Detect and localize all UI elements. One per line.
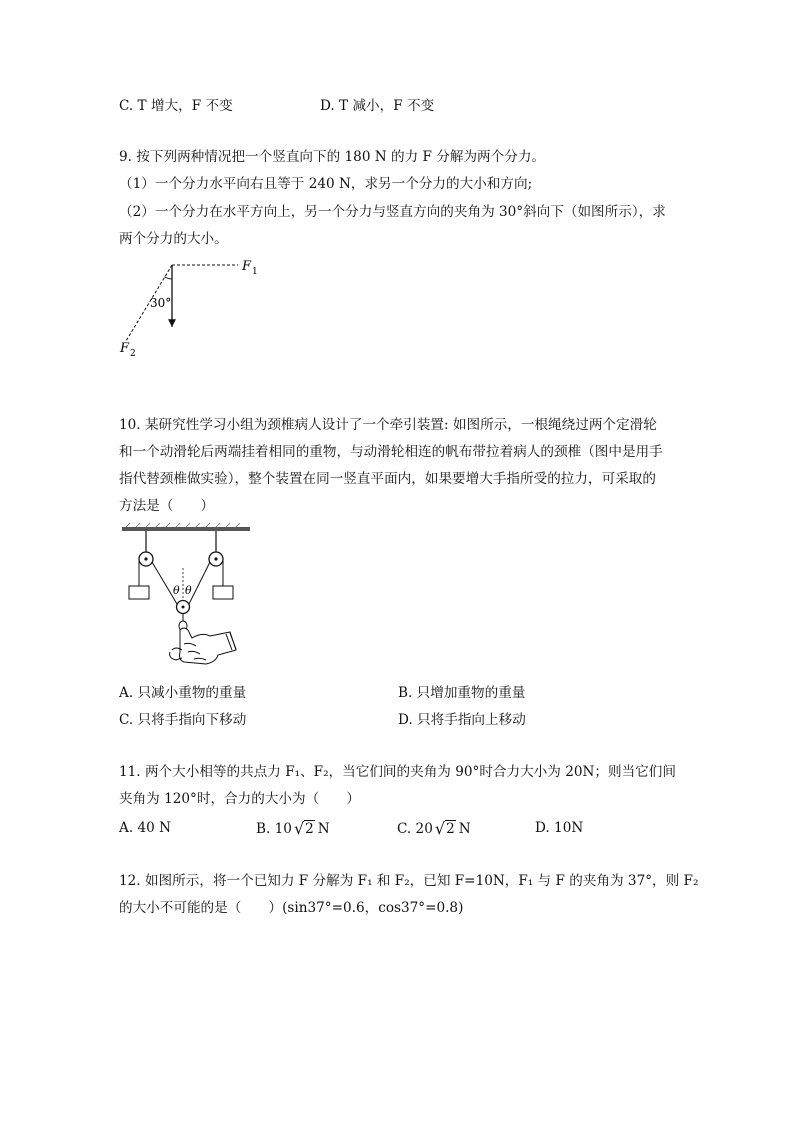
q9-part2-line2: 两个分力的大小。 bbox=[119, 231, 228, 247]
q10-line4: 方法是（ ） bbox=[119, 498, 215, 514]
q11-option-a: A. 40 N bbox=[119, 820, 171, 836]
ceiling-beam bbox=[122, 527, 250, 531]
q10-line2: 和一个动滑轮后两端挂着相同的重物，与动滑轮相连的帆布带拉着病人的颈椎（图中是用手 bbox=[119, 444, 663, 460]
q10-option-c: C. 只将手指向下移动 bbox=[119, 712, 247, 728]
theta-right-label: θ bbox=[185, 584, 192, 597]
q9-part2-line1: （2）一个分力在水平方向上，另一个分力与竖直方向的夹角为 30°斜向下（如图所示），求 bbox=[119, 204, 666, 220]
hand-illustration bbox=[170, 628, 236, 664]
q11-line1: 11. 两个大小相等的共点力 F₁、F₂，当它们间的夹角为 90°时合力大小为 20N；则当它们间 bbox=[119, 764, 676, 780]
q10-pulley-diagram bbox=[118, 522, 253, 672]
q12-line1: 12. 如图所示，将一个已知力 F 分解为 F₁ 和 F₂，已知 F=10N，F₁ 与 F 的夹角为 37°，则 F₂ bbox=[119, 873, 699, 889]
f1-subscript: 1 bbox=[252, 267, 258, 277]
q10-option-d: D. 只将手指向上移动 bbox=[398, 712, 526, 728]
q9-part1: （1）一个分力水平向右且等于 240 N，求另一个分力的大小和方向; bbox=[119, 176, 533, 192]
left-weight bbox=[129, 586, 149, 599]
q10-line3: 指代替颈椎做实验），整个装置在同一竖直平面内，如果要增大手指所受的拉力，可采取的 bbox=[119, 471, 656, 487]
q11-option-d: D. 10N bbox=[535, 820, 584, 836]
q11-option-c-sqrt: √2 bbox=[434, 819, 455, 838]
q11-option-b-unit: N bbox=[317, 821, 330, 837]
q11-option-b-radicand: 2 bbox=[305, 821, 314, 837]
f2-subscript: 2 bbox=[130, 349, 136, 359]
q10-line1: 10. 某研究性学习小组为颈椎病人设计了一个牵引装置: 如图所示，一根绳绕过两个定滑轮 bbox=[119, 417, 657, 433]
q11-option-c-coef: C. 20 bbox=[397, 821, 433, 837]
theta-left-label: θ bbox=[173, 584, 180, 597]
q8-option-c: C. T 增大，F 不变 bbox=[119, 98, 233, 114]
q11-option-c-unit: N bbox=[458, 821, 471, 837]
q11-option-b bbox=[256, 818, 330, 839]
right-weight bbox=[213, 586, 233, 599]
q11-option-c-radicand: 2 bbox=[446, 821, 455, 837]
q11-option-c bbox=[397, 818, 471, 839]
q9-stem: 9. 按下列两种情况把一个竖直向下的 180 N 的力 F 分解为两个分力。 bbox=[119, 149, 546, 165]
q11-line2: 夹角为 120°时，合力的大小为（ ） bbox=[119, 791, 360, 807]
q10-option-b: B. 只增加重物的重量 bbox=[398, 685, 526, 701]
q10-option-a: A. 只减小重物的重量 bbox=[119, 685, 247, 701]
q11-option-b-coef: B. 10 bbox=[256, 821, 292, 837]
f1-label: F bbox=[242, 259, 252, 274]
q9-force-diagram bbox=[110, 255, 270, 365]
f2-label: F bbox=[120, 341, 130, 356]
ceiling-hatch bbox=[126, 523, 240, 527]
q11-option-b-sqrt: √2 bbox=[293, 819, 314, 838]
q12-line2: 的大小不可能的是（ ）(sin37°=0.6，cos37°=0.8) bbox=[119, 900, 464, 916]
q8-option-d: D. T 减小，F 不变 bbox=[320, 98, 435, 114]
angle-arc bbox=[165, 277, 173, 279]
angle-label: 30° bbox=[150, 296, 172, 310]
